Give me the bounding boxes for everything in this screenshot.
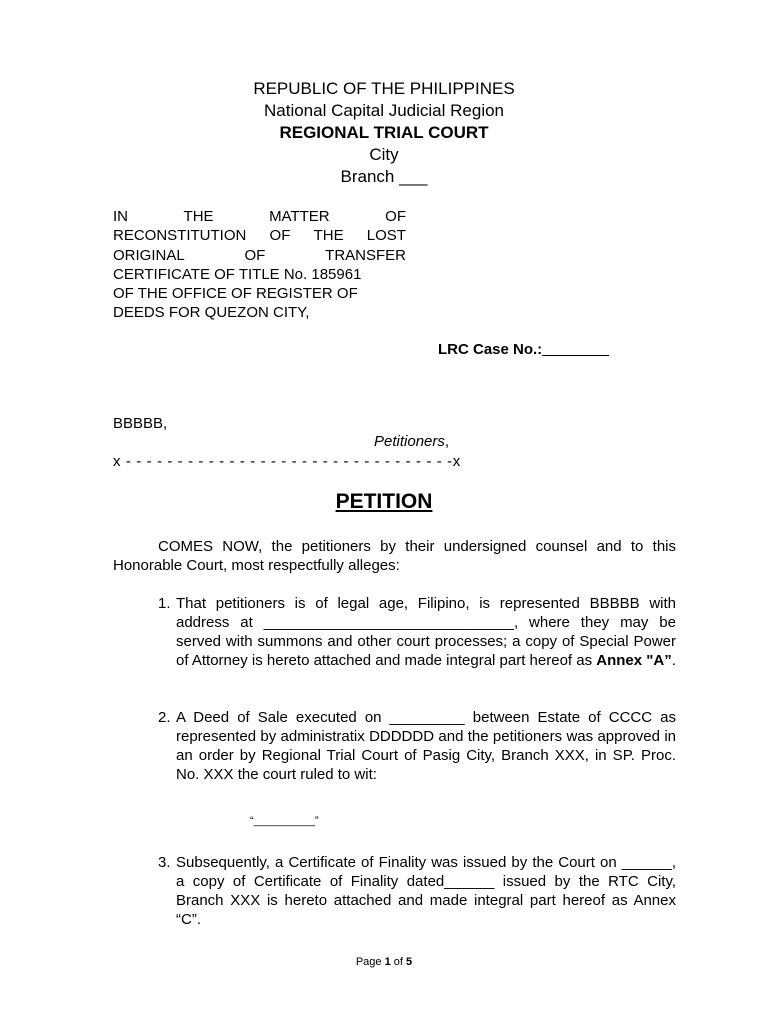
item-number: 3. — [158, 854, 171, 871]
republic-line: REPUBLIC OF THE PHILIPPINES — [253, 79, 515, 98]
item-text: Subsequently, a Certificate of Finality was issued by the Court on ______, a copy of Certificate of Finality dated______ issued by the RTC City, Branch XXX is hereto attached and made integral part hereof as Annex “C”. — [176, 854, 676, 928]
caption-line: IN THE MATTER OF — [113, 208, 406, 225]
item-number: 1. — [158, 595, 171, 612]
caption-line: CERTIFICATE OF TITLE No. 185961 — [113, 265, 362, 283]
quoted-ruling: “__________” — [250, 815, 319, 827]
lrc-label: LRC Case No.: — [438, 341, 543, 358]
case-caption — [113, 207, 406, 323]
list-item — [158, 708, 676, 784]
branch-line: Branch ___ — [340, 167, 428, 186]
total-pages: 5 — [406, 956, 413, 968]
caption-line: OF THE OFFICE OF REGISTER OF — [113, 285, 358, 303]
item-text: A Deed of Sale executed on _________ between Estate of CCCC as represented by administratix DDDDDD and the petitioners was approved in an order by Regional Trial Court of Pasig City, Branch XXX, in SP. Proc. No. XXX the court ruled to wit: — [176, 709, 676, 783]
city-line: City — [369, 145, 399, 164]
lrc-blank: ________ — [542, 341, 609, 358]
list-item — [158, 594, 676, 670]
caption-line: DEEDS FOR QUEZON CITY, — [113, 304, 310, 322]
region-line: National Capital Judicial Region — [263, 101, 505, 120]
petitioner-name: BBBBB, — [113, 415, 168, 432]
page-footer: Page 1 of 5 — [355, 956, 413, 968]
lrc-case-number — [438, 341, 609, 358]
court-line: REGIONAL TRIAL COURT — [279, 123, 489, 142]
caption-separator: x - - - - - - - - - - - - - - - - - - - - - - - - - - - - - - - -x — [113, 453, 461, 470]
caption-line: ORIGINAL OF TRANSFER — [113, 246, 406, 264]
current-page: 1 — [384, 956, 391, 968]
court-header — [0, 78, 768, 188]
list-item — [158, 853, 676, 929]
petitioners-label: Petitioners, — [374, 433, 450, 450]
document-title: PETITION — [335, 490, 433, 513]
annex-a-label: Annex "A” — [596, 652, 672, 669]
caption-line: RECONSTITUTION OF THE LOST — [113, 227, 406, 245]
item-number: 2. — [158, 709, 171, 726]
intro-paragraph: COMES NOW, the petitioners by their undersigned counsel and to this Honorable Court, most respectfully alleges: — [113, 538, 676, 574]
item-text: That petitioners is of legal age, Filipino, is represented BBBBB with address at ______________________________, where they may be served with summons and other court processes; a copy of Special Power of Attorney is hereto attached and made integral part hereof as Annex "A”. — [176, 595, 676, 669]
